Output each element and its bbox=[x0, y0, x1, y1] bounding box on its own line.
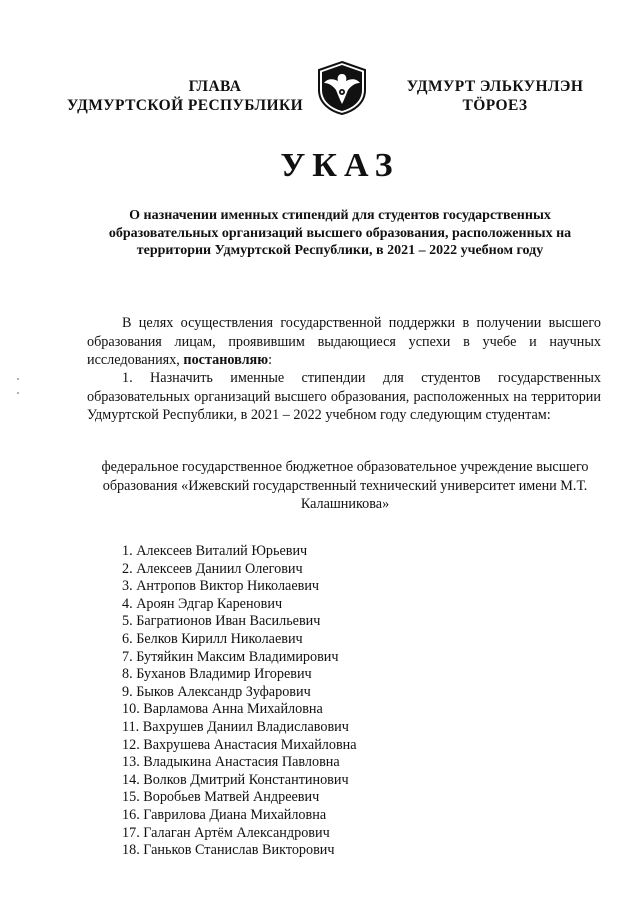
list-item: 13. Владыкина Анастасия Павловна bbox=[122, 754, 340, 771]
scan-margin-mark bbox=[17, 392, 19, 394]
preamble-text: В целях осуществления государственной поддержки в получении высшего образования лицам, проявившим выдающиеся успехи в учебе и научных исследованиях, bbox=[87, 315, 601, 369]
university-name: федеральное государственное бюджетное образовательное учреждение высшего образования «Ижевский государственный технический университет имени М.Т. Калашникова» bbox=[101, 459, 589, 513]
document-title: УКАЗ bbox=[280, 147, 400, 184]
list-item: 2. Алексеев Даниил Олегович bbox=[122, 560, 303, 577]
issuer-title-russian bbox=[60, 77, 310, 115]
issuer-title-udmurt bbox=[400, 77, 590, 115]
list-item: 14. Волков Дмитрий Константинович bbox=[122, 771, 349, 788]
student-list bbox=[122, 543, 357, 860]
issuer-line-1: ГЛАВА bbox=[188, 78, 242, 95]
list-item: 16. Гаврилова Диана Михайловна bbox=[122, 806, 327, 823]
list-item: 5. Багратионов Иван Васильевич bbox=[122, 613, 321, 630]
preamble-paragraph: В целях осуществления государственной поддержки в получении высшего образования лицам, проявившим выдающиеся успехи в учебе и научных исследованиях, постановляю: bbox=[87, 315, 601, 369]
decision-word: постановляю bbox=[183, 352, 269, 369]
list-item: 6. Белков Кирилл Николаевич bbox=[122, 630, 303, 647]
list-item: 18. Ганьков Станислав Викторович bbox=[122, 842, 335, 859]
issuer-udmurt-line-2: ТӦРОЕЗ bbox=[462, 97, 528, 114]
scan-margin-mark bbox=[17, 378, 19, 380]
list-item: 4. Ароян Эдгар Каренович bbox=[122, 595, 283, 612]
list-item: 8. Буханов Владимир Игоревич bbox=[122, 666, 312, 683]
list-item: 1. Алексеев Виталий Юрьевич bbox=[122, 543, 308, 559]
list-item: 17. Галаган Артём Александрович bbox=[122, 824, 330, 841]
list-item: 7. Бутяйкин Максим Владимирович bbox=[122, 648, 339, 665]
republic-emblem-icon bbox=[316, 60, 368, 116]
document-subject: О назначении именных стипендий для студентов государственных образовательных организаций высшего образования, расположенных на территории Удмуртской Республики, в 2021 – 2022 учебном году bbox=[108, 208, 572, 258]
list-item: 10. Варламова Анна Михайловна bbox=[122, 701, 323, 718]
clause-1: 1. Назначить именные стипендии для студентов государственных образовательных организаций высшего образования, расположенных на территории Удмуртской Республики, в 2021 – 2022 учебном году следующим студентам: bbox=[87, 370, 601, 424]
list-item: 9. Быков Александр Зуфарович bbox=[122, 683, 311, 700]
issuer-udmurt-line-1: УДМУРТ ЭЛЬКУНЛЭН bbox=[406, 78, 584, 95]
list-item: 11. Вахрушев Даниил Владиславович bbox=[122, 718, 349, 735]
list-item: 12. Вахрушева Анастасия Михайловна bbox=[122, 736, 357, 753]
list-item: 15. Воробьев Матвей Андреевич bbox=[122, 789, 320, 806]
issuer-line-2: УДМУРТСКОЙ РЕСПУБЛИКИ bbox=[66, 97, 304, 114]
list-item: 3. Антропов Виктор Николаевич bbox=[122, 578, 320, 595]
